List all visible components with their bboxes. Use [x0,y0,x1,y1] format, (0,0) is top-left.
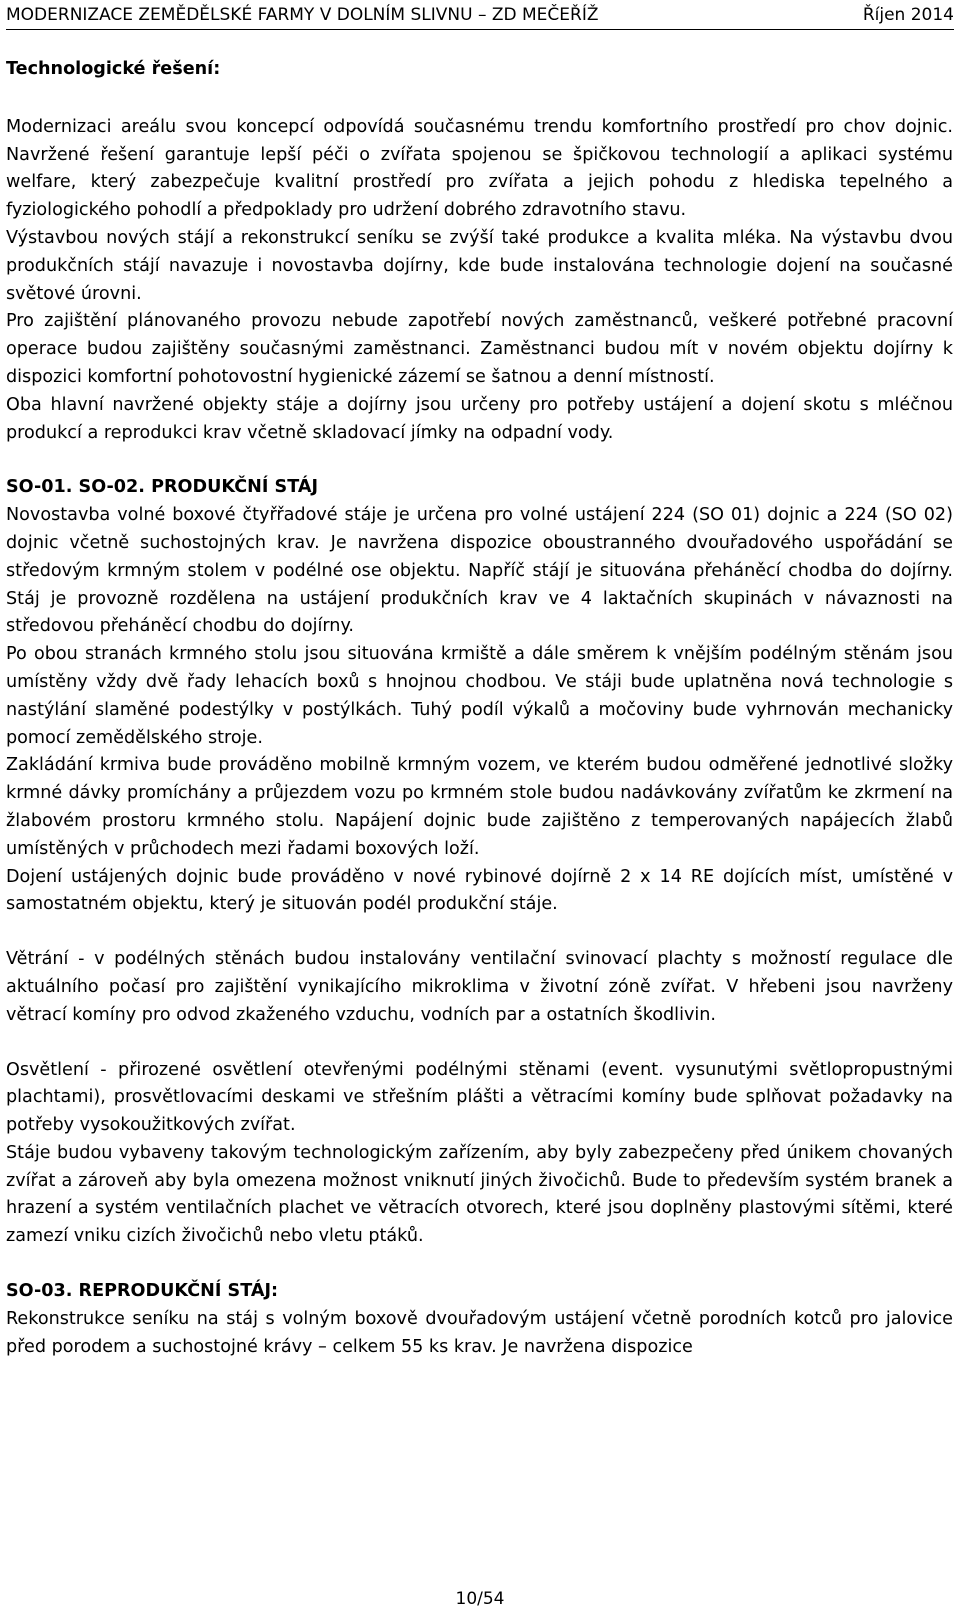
paragraph: Výstavbou nových stájí a rekonstrukcí seníku se zvýší také produkce a kvalita mléka. Na výstavbu dvou produkčních stájí navazuje i novostavba dojírny, kde bude instalována technologie dojení na současné světové úrovni. [6,227,953,304]
paragraph-ventilation: Větrání - v podélných stěnách budou instalovány ventilační svinovací plachty s možností regulace dle aktuálního počasí pro zajištění vynikajícího mikroklima v životní zóně zvířat. V hřebeni jsou navrženy větrací komíny pro odvod zkaženého vzduchu, vodních par a ostatních škodlivin. [6,949,953,1025]
paragraph: Novostavba volné boxové čtyřřadové stáje je určena pro volné ustájení 224 (SO 01) dojnic a 224 (SO 02) dojnic včetně suchostojných krav. Je navržena dispozice oboustranného dvouřadového uspořádání se středovým krmným stolem v podélné ose objektu. Napříč stájí je situována přeháněcí chodba do dojírny. Stáj je provozně rozdělena na ustájení produkčních krav ve 4 laktačních skupinách v návaznosti na středovou přeháněcí chodbu do dojírny. [6,505,953,637]
page-header [6,4,954,30]
document-body [6,56,953,1361]
page-number: 10/54 [455,1589,505,1609]
heading-technical-solution: Technologické řešení: [6,59,221,79]
document-title: MODERNIZACE ZEMĚDĚLSKÉ FARMY V DOLNÍM SLIVNU – ZD MEČEŘÍŽ [6,5,599,25]
paragraph: Pro zajištění plánovaného provozu nebude zapotřebí nových zaměstnanců, veškeré potřebné pracovní operace budou zajištěny současnými zaměstnanci. Zaměstnanci budou mít v novém objektu dojírny k dispozici komfortní pohotovostní hygienické zázemí se šatnou a denní místností. [6,311,953,387]
heading-production-stable: SO-01. SO-02. PRODUKČNÍ STÁJ [6,477,319,498]
paragraph: Dojení ustájených dojnic bude prováděno v nové rybinové dojírně 2 x 14 RE dojících míst, umístěné v samostatném objektu, který je situován podél produkční stáje. [6,866,953,915]
document-date: Říjen 2014 [862,5,954,25]
paragraph-lighting: Osvětlení - přirozené osvětlení otevřenými podélnými stěnami (event. vysunutými světlopropustnými plachtami), prosvětlovacími deskami ve střešním plášti a větracími komíny bude splňovat požadavky na potřeby vysokoužitkových zvířat. [6,1059,953,1136]
paragraph: Rekonstrukce seníku na stáj s volným boxově dvouřadovým ustájení včetně porodních kotců pro jalovice před porodem a suchostojné krávy – celkem 55 ks krav. Je navržena dispozice [6,1308,953,1357]
paragraph: Po obou stranách krmného stolu jsou situována krmiště a dále směrem k vnějším podélným stěnám jsou umístěny vždy dvě řady lehacích boxů s hnojnou chodbou. Ve stáji bude uplatněna nová technologie s nastýlání slaměné podestýlky v postýlkách. Tuhý podíl výkalů a močoviny bude vyhrnován mechanicky pomocí zemědělského stroje. [6,644,953,748]
heading-reproduction-stable: SO-03. REPRODUKČNÍ STÁJ: [6,1281,279,1302]
paragraph: Stáje budou vybaveny takovým technologickým zařízením, aby byly zabezpečeny před únikem chovaných zvířat a zároveň aby byla omezena možnost vniknutí jiných živočichů. Bude to především systém branek a hrazení a systém ventilačních plachet ve větracích otvorech, které jsou doplněny plastovými sítěmi, které zamezí vniku cizích živočichů nebo vletu ptáků. [6,1142,953,1247]
paragraph: Zakládání krmiva bude prováděno mobilně krmným vozem, ve kterém budou odměřené jednotlivé složky krmné dávky promíchány a průjezdem vozu po krmném stole budou nadávkovány zvířatům ke zkrmení na žlabovém prostoru krmného stolu. Napájení dojnic bude zajištěno z temperovaných napájecích žlabů umístěných v průchodech mezi řadami boxových loží. [6,755,953,859]
paragraph: Modernizaci areálu svou koncepcí odpovídá současnému trendu komfortního prostředí pro chov dojnic. Navržené řešení garantuje lepší péči o zvířata spojenou se špičkovou technologií a aplikaci systému welfare, který zabezpečuje kvalitní prostředí pro zvířata a jejich pohodu z hlediska tepelného a fyziologického pohodlí a předpoklady pro udržení dobrého zdravotního stavu. [6,116,953,221]
paragraph: Oba hlavní navržené objekty stáje a dojírny jsou určeny pro potřeby ustájení a dojení skotu s mléčnou produkcí a reprodukci krav včetně skladovací jímky na odpadní vody. [6,394,953,443]
